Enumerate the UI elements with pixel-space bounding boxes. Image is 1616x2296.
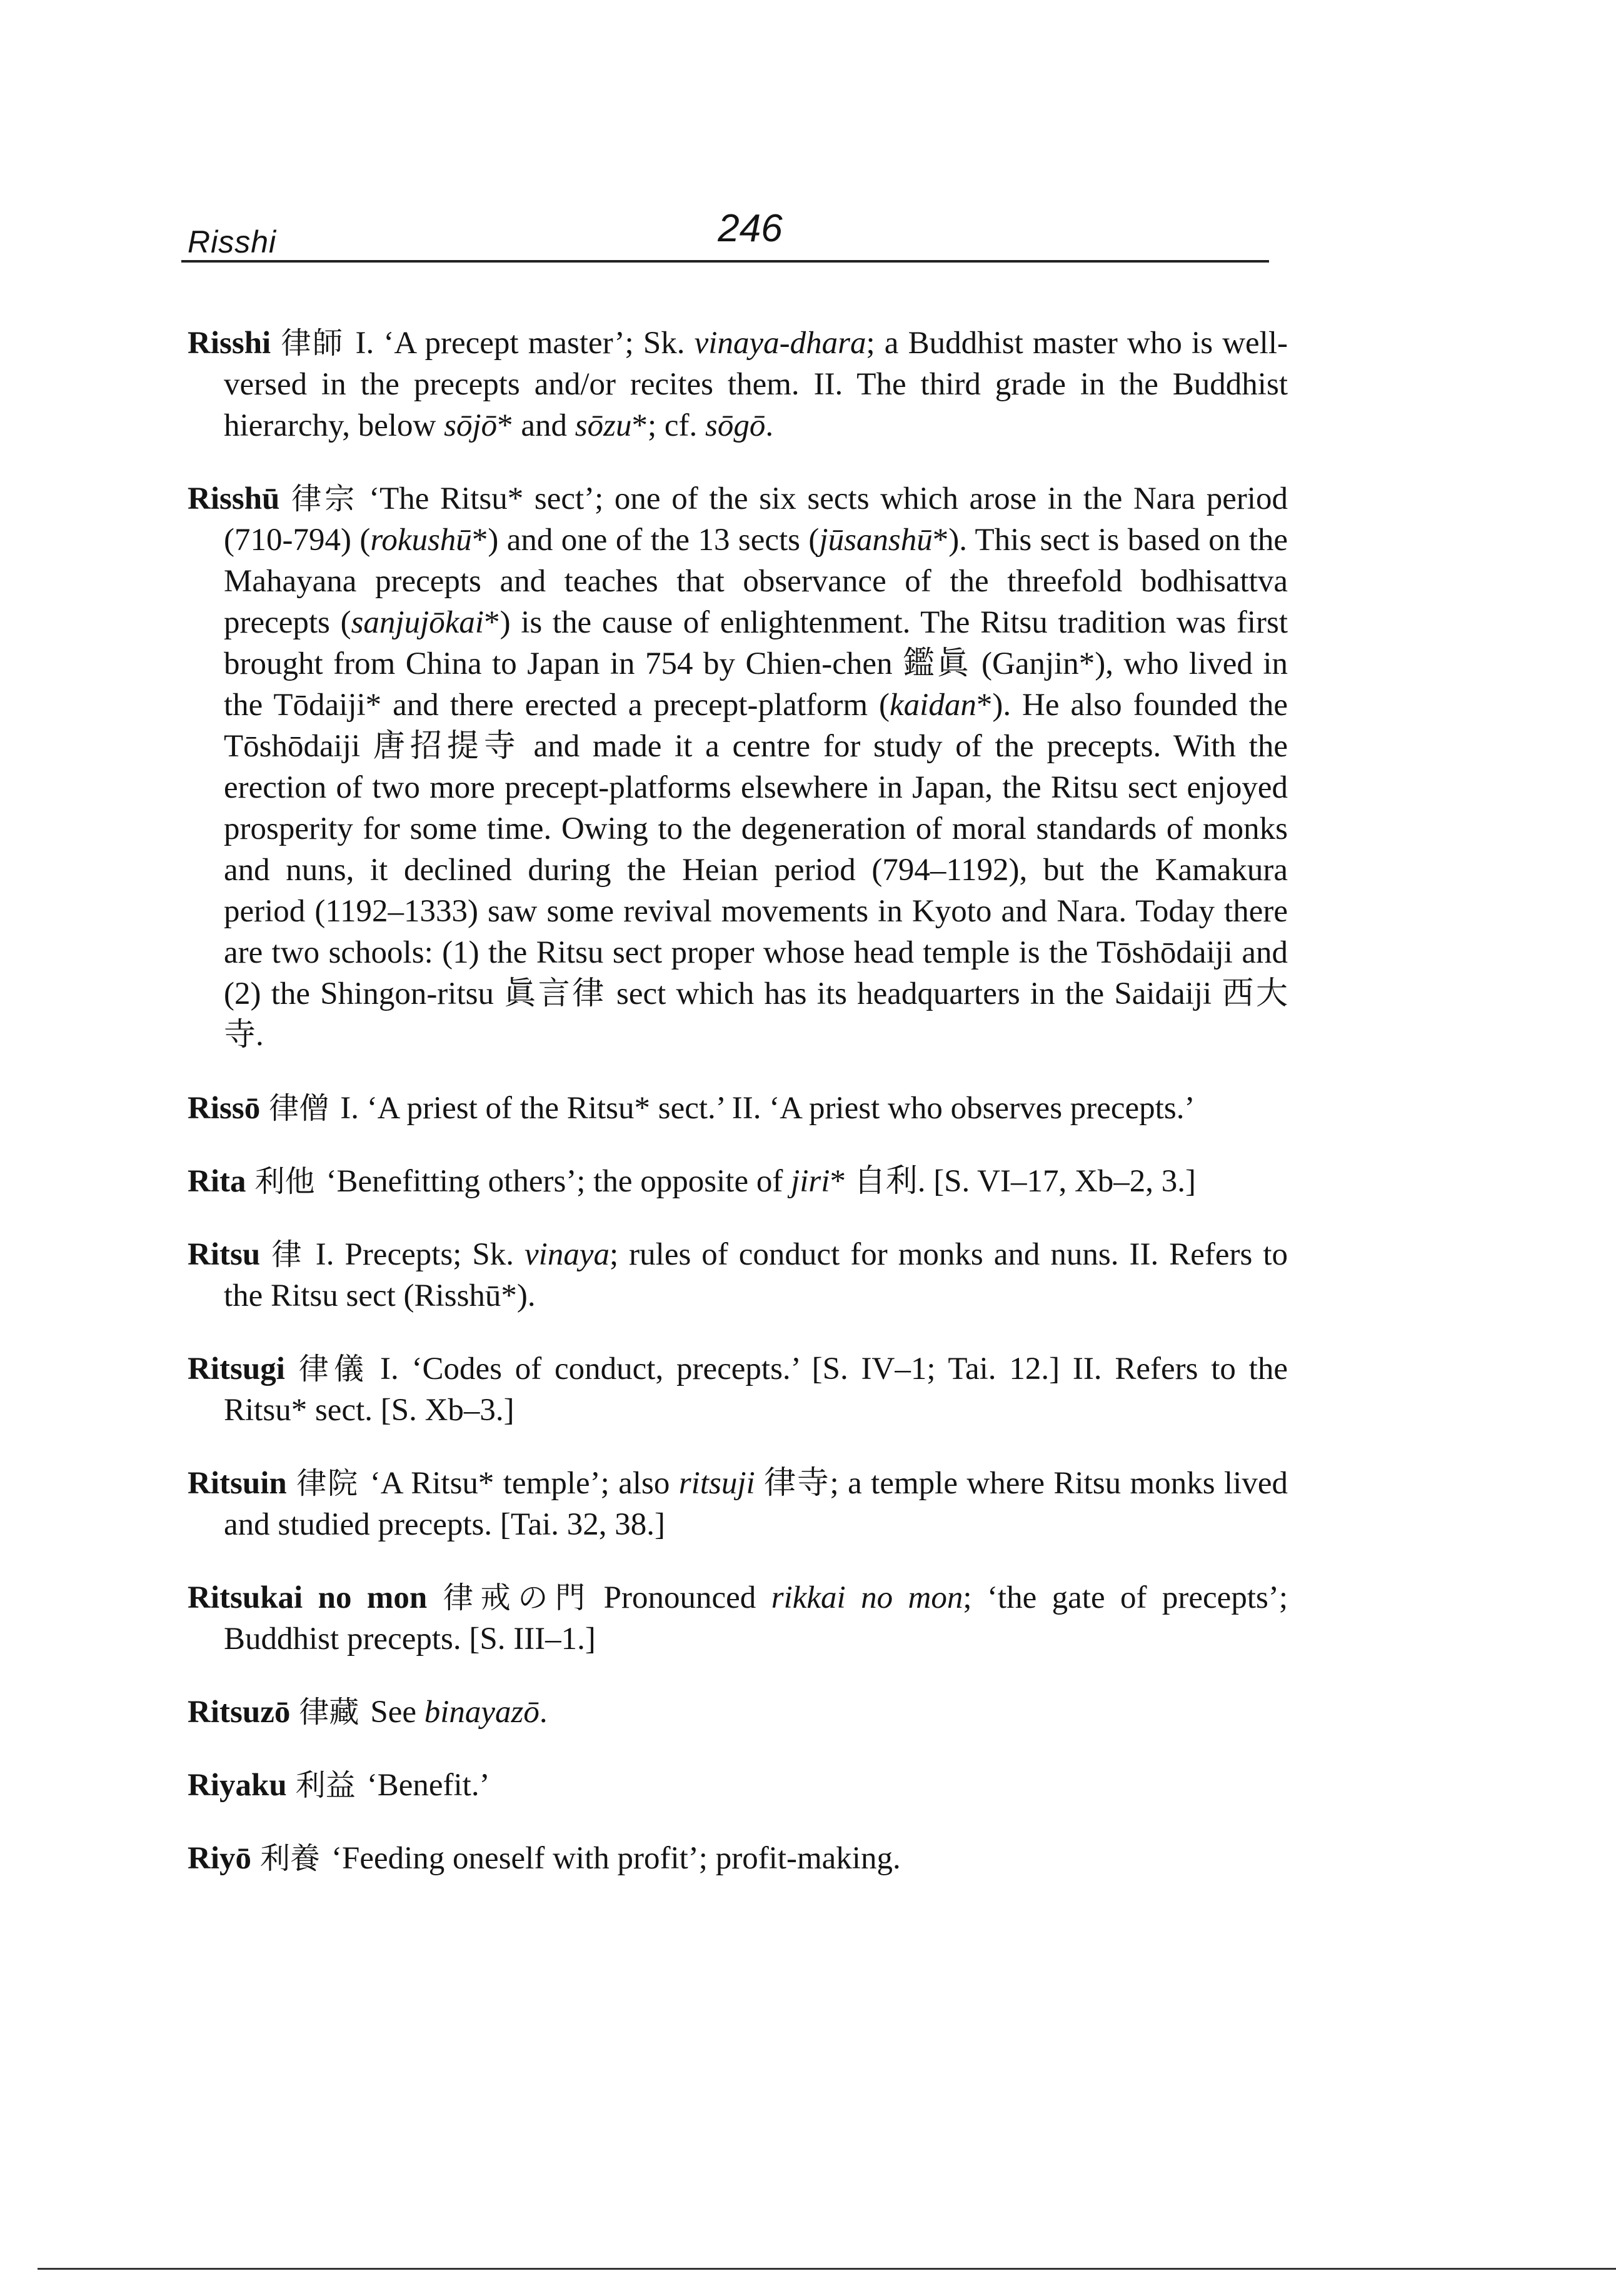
entry-gloss (331, 1841, 901, 1876)
entry-ritsuzo (188, 1692, 1288, 1733)
gloss-text: I. ‘A precept master’; Sk. (355, 326, 695, 361)
gloss-text: *) is the cause of enlightenment. The Ritsu tradition was first brought from China to Japan in 754 by Chien-chen 鑑眞 (Ganjin*), who lived in the Tōdaiji* and there erected a precept-platform ( (224, 605, 1288, 723)
gloss-text: 律寺; a temple where Ritsu monks lived and studied precepts. [Tai. 32, 38.] (224, 1466, 1288, 1542)
gloss-text: ; a Buddhist master who is well-versed in the precepts and/or recites them. II. The third grade in the Buddhist hierarchy, below (224, 326, 1288, 443)
entry-kanji: 律院 (295, 1466, 359, 1501)
gloss-text: *) and one of the 13 sects ( (471, 523, 820, 558)
entry-kanji: 律藏 (299, 1695, 359, 1730)
gloss-text: ‘Benefitting others’; the opposite of (326, 1164, 791, 1199)
entry-gloss (340, 1091, 1195, 1126)
bottom-rule (38, 2268, 1616, 2270)
page-header (181, 206, 1269, 263)
entry-kanji: 利益 (295, 1768, 356, 1803)
gloss-italic-term: vinaya (524, 1237, 610, 1272)
gloss-text: * and (497, 408, 575, 443)
entry-gloss (224, 326, 1288, 443)
gloss-text: ‘The Ritsu* sect’; one of the six sects which arose in the Nara period (710-794) ( (224, 481, 1288, 558)
entry-ritsukai-no-mon (188, 1577, 1288, 1660)
gloss-text: *; cf. (631, 408, 706, 443)
entry-headword: Rita (188, 1164, 246, 1199)
entry-headword: Ritsugi (188, 1351, 285, 1386)
entry-headword: Rissō (188, 1091, 261, 1126)
gloss-italic-term: kaidan (890, 688, 976, 723)
entry-gloss (224, 481, 1288, 1053)
entry-gloss (224, 1466, 1288, 1542)
entry-headword: Ritsuzō (188, 1695, 291, 1730)
gloss-italic-term: jiri (791, 1164, 830, 1199)
entry-kanji: 律儀 (293, 1351, 369, 1386)
entry-gloss (326, 1164, 1197, 1199)
gloss-text: * 自利. [S. VI–17, Xb–2, 3.] (830, 1164, 1197, 1199)
entry-riyaku (188, 1765, 1288, 1806)
gloss-text: ‘Benefit.’ (366, 1768, 490, 1803)
running-head: Risshi (188, 224, 277, 259)
page-number: 246 (718, 207, 783, 250)
entry-kanji: 律 (269, 1237, 304, 1272)
entry-gloss (224, 1237, 1288, 1313)
gloss-text: I. Precepts; Sk. (315, 1237, 525, 1272)
gloss-italic-term: jūsanshū (819, 523, 933, 558)
entry-risshu (188, 478, 1288, 1056)
gloss-text: ; ‘the gate of precepts’; Buddhist precepts. [S. III–1.] (224, 1580, 1288, 1657)
entry-headword: Riyaku (188, 1768, 287, 1803)
entry-headword: Ritsuin (188, 1466, 287, 1501)
gloss-italic-term: ritsuji (678, 1466, 755, 1501)
entry-headword: Risshi (188, 326, 271, 361)
entry-headword: Ritsukai no mon (188, 1580, 428, 1615)
entry-kanji: 律宗 (288, 481, 358, 516)
entry-ritsu (188, 1234, 1288, 1316)
entry-riyo (188, 1838, 1288, 1879)
gloss-text: *). He also founded the Tōshōdaiji 唐招提寺 and made it a centre for study of the precepts. With the erection of two more precept-platforms elsewhere in Japan, the Ritsu sect enjoyed prosperity for some time. Owing to the degeneration of moral standards of monks and nuns, it declined during the Heian period (794–1192), but the Kamakura period (1192–1333) saw some revival movements in Kyoto and Nara. Today there are two schools: (1) the Ritsu sect proper whose head temple is the Tōshōdaiji and (2) the Shingon-ritsu 眞言律 sect which has its headquarters in the Saidaiji 西大寺. (224, 688, 1288, 1053)
gloss-italic-term: vinaya-dhara (694, 326, 866, 361)
entry-rita (188, 1161, 1288, 1202)
gloss-text: . (539, 1695, 548, 1730)
entry-gloss (367, 1768, 490, 1803)
gloss-text: *). This sect is based on the Mahayana precepts and teaches that observance of the threefold bodhisattva precepts ( (224, 523, 1288, 640)
entry-gloss (224, 1351, 1288, 1428)
gloss-italic-term: rikkai no mon (771, 1580, 963, 1615)
gloss-text: ; rules of conduct for monks and nuns. II. Refers to the Ritsu sect (Risshū*). (224, 1237, 1288, 1313)
entry-headword: Ritsu (188, 1237, 261, 1272)
gloss-text: I. ‘Codes of conduct, precepts.’ [S. IV–1; Tai. 12.] II. Refers to the Ritsu* sect. [S. Xb–3.] (224, 1351, 1288, 1428)
entry-risso (188, 1088, 1288, 1129)
entry-gloss (370, 1695, 547, 1730)
entry-kanji: 律師 (279, 326, 344, 361)
gloss-italic-term: sanjujōkai (351, 605, 484, 640)
gloss-italic-term: binayazō (424, 1695, 540, 1730)
gloss-text: ‘Feeding oneself with profit’; profit-making. (331, 1841, 901, 1876)
entry-ritsugi (188, 1348, 1288, 1431)
entry-kanji: 利養 (260, 1841, 321, 1876)
entry-risshi (188, 323, 1288, 446)
entry-headword: Risshū (188, 481, 280, 516)
gloss-italic-term: sōjō (444, 408, 498, 443)
gloss-italic-term: rokushū (370, 523, 472, 558)
entry-kanji: 利他 (254, 1164, 315, 1199)
entry-kanji: 律僧 (269, 1091, 329, 1126)
gloss-text: ‘A Ritsu* temple’; also (369, 1466, 679, 1501)
entry-kanji: 律戒の門 (436, 1580, 593, 1615)
entry-headword: Riyō (188, 1841, 251, 1876)
gloss-text: Pronounced (603, 1580, 771, 1615)
gloss-italic-term: sōgō (705, 408, 766, 443)
gloss-text: . (765, 408, 774, 443)
header-rule (181, 260, 1269, 263)
gloss-italic-term: sōzu (575, 408, 632, 443)
gloss-text: See (370, 1695, 424, 1730)
gloss-text: I. ‘A priest of the Ritsu* sect.’ II. ‘A priest who observes precepts.’ (340, 1091, 1195, 1126)
entry-list (188, 291, 1288, 1890)
entry-ritsuin (188, 1463, 1288, 1545)
